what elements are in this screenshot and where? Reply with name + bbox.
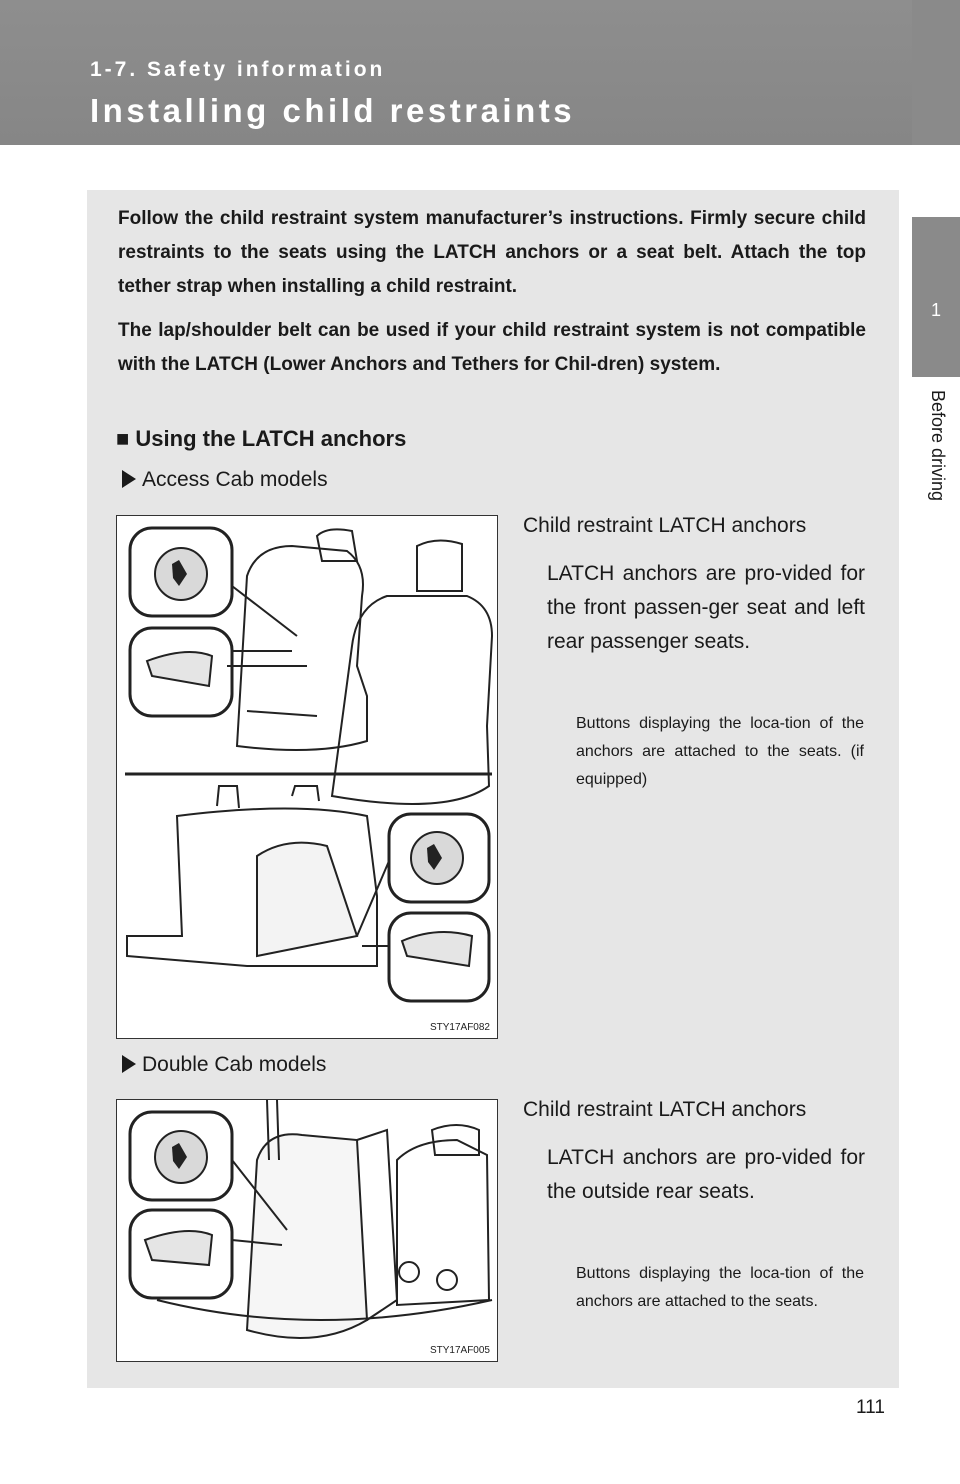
- chapter-tab-gap: [912, 145, 960, 217]
- figure-code: STY17AF082: [429, 1022, 490, 1033]
- figure-access-cab: [116, 515, 498, 1039]
- note-access-cab: Buttons displaying the loca-tion of the anchors are attached to the seats. (if equipped): [576, 715, 864, 788]
- page-number: 111: [856, 1397, 885, 1418]
- intro-paragraph-1: Follow the child restraint system manufacturer’s instructions. Firmly secure child restraints to the seats using the LATCH anchors or a seat belt. Attach the top tether strap when installing a child restraint.: [118, 208, 866, 297]
- seat-illustration-icon: [117, 516, 496, 1037]
- figure-double-cab: [116, 1099, 498, 1362]
- chapter-tab-top: [912, 217, 960, 377]
- section-label: 1-7. Safety information: [90, 58, 386, 81]
- intro-paragraph-2: The lap/shoulder belt can be used if your child restraint system is not compatible with the LATCH (Lower Anchors and Tethers for Chil-dren) system.: [118, 320, 866, 375]
- caption-double-cab: Child restraint LATCH anchors: [523, 1098, 807, 1121]
- triangle-bullet-icon: [122, 470, 136, 488]
- figure-code: STY17AF005: [429, 1345, 490, 1356]
- section-heading: ■ Using the LATCH anchors: [116, 426, 407, 451]
- seat-illustration-icon: [117, 1100, 496, 1360]
- model-label-text: Double Cab models: [142, 1053, 327, 1076]
- description-double-cab: LATCH anchors are pro-vided for the outside rear seats.: [547, 1146, 865, 1203]
- triangle-bullet-icon: [122, 1055, 136, 1073]
- page-title: Installing child restraints: [90, 92, 576, 129]
- model-label-access-cab: [122, 468, 328, 492]
- caption-access-cab: Child restraint LATCH anchors: [523, 514, 807, 537]
- note-double-cab: Buttons displaying the loca-tion of the anchors are attached to the seats.: [576, 1265, 864, 1310]
- description-access-cab: LATCH anchors are pro-vided for the front passen-ger seat and left rear passenger seats.: [547, 562, 865, 653]
- chapter-number: 1: [930, 300, 941, 320]
- model-label-text: Access Cab models: [142, 468, 328, 491]
- chapter-tab-header: [912, 0, 960, 145]
- chapter-label: Before driving: [928, 390, 948, 502]
- model-label-double-cab: [122, 1053, 326, 1077]
